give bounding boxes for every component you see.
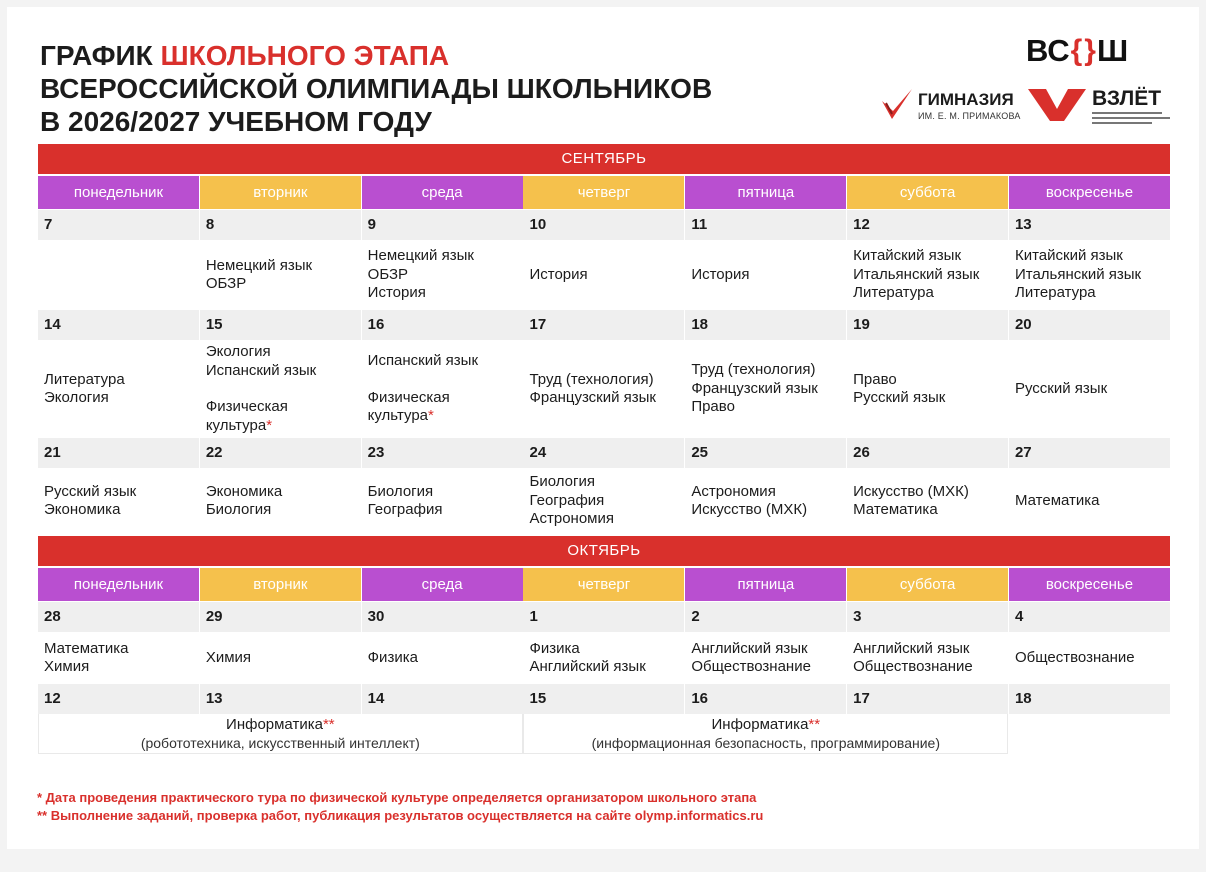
events-cell xyxy=(38,240,199,310)
subject: Физическая xyxy=(367,388,450,406)
date-cell: 18 xyxy=(1009,684,1170,714)
vsosh-logo-right: Ш xyxy=(1096,33,1129,68)
subject: Китайский язык xyxy=(853,247,962,265)
weekday-header: понедельник xyxy=(38,568,199,601)
events-cell xyxy=(685,468,846,534)
informatics-subtitle: (информационная безопасность, программирование) xyxy=(591,734,940,751)
date-cell: 23 xyxy=(362,438,523,468)
page-title xyxy=(40,39,712,138)
subject: Труд (технология) xyxy=(691,361,816,379)
footnote-mark: ** xyxy=(808,715,821,733)
subject: Французский язык xyxy=(691,379,818,397)
title-line2: ВСЕРОССИЙСКОЙ ОЛИМПИАДЫ ШКОЛЬНИКОВ xyxy=(40,73,713,104)
subject: История xyxy=(529,265,588,283)
date-cell: 7 xyxy=(38,210,199,240)
weekday-header: суббота xyxy=(847,176,1008,209)
date-cell: 13 xyxy=(1009,210,1170,240)
subject: География xyxy=(367,501,443,518)
subject: Экология xyxy=(44,389,109,406)
vzlet-logo xyxy=(1028,87,1173,127)
date-cell: 19 xyxy=(847,310,1008,340)
events-cell xyxy=(1009,240,1170,310)
subject-with-footnote xyxy=(368,407,523,426)
subject: Английский язык xyxy=(529,658,646,675)
informatics-block-ai xyxy=(38,714,523,754)
subject: Английский язык xyxy=(853,639,970,657)
subject: Искусство (МХК) xyxy=(691,501,808,518)
date-cell: 10 xyxy=(523,210,684,240)
date-cell: 11 xyxy=(685,210,846,240)
subject: Экономика xyxy=(44,501,121,518)
subject: Английский язык xyxy=(691,639,808,657)
informatics-title: Информатика xyxy=(711,715,809,733)
subject: Итальянский язык xyxy=(853,265,980,283)
informatics-subtitle: (робототехника, искусственный интеллект) xyxy=(140,734,420,751)
subject: Литература xyxy=(853,284,934,302)
month-header-september: СЕНТЯБРЬ xyxy=(38,144,1170,174)
events-cell xyxy=(38,632,199,684)
vzlet-logo-fine-print xyxy=(1092,112,1172,127)
date-cell: 12 xyxy=(847,210,1008,240)
date-cell: 29 xyxy=(200,602,361,632)
events-cell xyxy=(362,632,523,684)
events-cell xyxy=(685,240,846,310)
vsosh-logo xyxy=(1026,35,1128,67)
gymnasium-logo-name: ГИМНАЗИЯ xyxy=(918,90,1014,109)
events-cell xyxy=(523,240,684,310)
subject: Математика xyxy=(44,639,129,657)
subject: Математика xyxy=(853,501,938,518)
subject: Физика xyxy=(529,639,580,657)
date-cell: 2 xyxy=(685,602,846,632)
subject: культура xyxy=(205,416,267,434)
events-cell xyxy=(847,468,1008,534)
date-cell: 8 xyxy=(200,210,361,240)
events-cell xyxy=(200,468,361,534)
footnote-mark: * xyxy=(266,416,273,434)
title-accent: ШКОЛЬНОГО ЭТАПА xyxy=(160,40,450,71)
subject: Биология xyxy=(529,473,595,491)
events-cell xyxy=(847,340,1008,438)
gymnasium-logo xyxy=(880,85,1020,127)
events-cell xyxy=(38,468,199,534)
subject: Астрономия xyxy=(529,510,614,528)
subject: История xyxy=(691,265,750,283)
subject: Испанский язык xyxy=(205,361,317,379)
schedule-sheet xyxy=(7,7,1199,849)
date-cell: 12 xyxy=(38,684,199,714)
date-cell: 1 xyxy=(523,602,684,632)
events-cell xyxy=(1009,340,1170,438)
date-cell: 26 xyxy=(847,438,1008,468)
weekday-header: воскресенье xyxy=(1009,176,1170,209)
subject: Химия xyxy=(205,648,252,666)
calendar-grid xyxy=(38,144,1166,754)
weekday-header: суббота xyxy=(847,568,1008,601)
subject: Китайский язык xyxy=(1014,247,1123,265)
weekday-header: среда xyxy=(362,568,523,601)
date-cell: 13 xyxy=(200,684,361,714)
vsosh-logo-brace-close-icon: } xyxy=(1084,34,1096,67)
vzlet-logo-name: ВЗЛЁТ xyxy=(1092,87,1162,110)
subject: Немецкий язык xyxy=(367,247,474,265)
date-cell: 14 xyxy=(362,684,523,714)
events-cell xyxy=(523,468,684,534)
events-cell xyxy=(200,632,361,684)
empty-cell xyxy=(1009,714,1170,754)
subject: Русский язык xyxy=(853,389,946,406)
subject: Биология xyxy=(205,501,272,518)
date-cell: 30 xyxy=(362,602,523,632)
subject: Обществознание xyxy=(1014,648,1135,666)
subject: Химия xyxy=(44,658,90,675)
weekday-header: среда xyxy=(362,176,523,209)
subject: Труд (технология) xyxy=(529,370,654,388)
date-cell: 17 xyxy=(847,684,1008,714)
subject: Литература xyxy=(44,370,125,388)
subject: Математика xyxy=(1014,491,1100,509)
date-cell: 25 xyxy=(685,438,846,468)
subject: География xyxy=(529,491,605,509)
subject: Экология xyxy=(205,343,271,360)
title-part1: ГРАФИК xyxy=(40,40,161,71)
subject: Французский язык xyxy=(529,389,656,406)
subject-with-footnote xyxy=(206,417,361,436)
weekday-header: воскресенье xyxy=(1009,568,1170,601)
subject: ОБЗР xyxy=(205,275,247,292)
subject: Право xyxy=(691,398,735,416)
date-cell: 27 xyxy=(1009,438,1170,468)
date-cell: 17 xyxy=(523,310,684,340)
events-cell xyxy=(847,240,1008,310)
events-cell xyxy=(200,240,361,310)
events-cell xyxy=(38,340,199,438)
date-cell: 18 xyxy=(685,310,846,340)
subject: Русский язык xyxy=(1014,379,1108,397)
events-cell xyxy=(523,632,684,684)
subject: Физика xyxy=(367,648,418,666)
subject: ОБЗР xyxy=(367,265,409,283)
month-header-october: ОКТЯБРЬ xyxy=(38,536,1170,566)
date-cell: 15 xyxy=(523,684,684,714)
date-cell: 28 xyxy=(38,602,199,632)
subject: Русский язык xyxy=(44,482,137,500)
events-cell xyxy=(685,340,846,438)
subject: Литература xyxy=(1014,284,1096,302)
informatics-block-programming xyxy=(523,714,1008,754)
subject: Астрономия xyxy=(691,482,776,500)
events-cell xyxy=(362,340,523,438)
subject: Биология xyxy=(367,482,434,500)
weekday-header: пятница xyxy=(685,568,846,601)
weekday-header: пятница xyxy=(685,176,846,209)
events-cell xyxy=(1009,632,1170,684)
date-cell: 16 xyxy=(685,684,846,714)
date-cell: 20 xyxy=(1009,310,1170,340)
events-cell xyxy=(362,240,523,310)
footnotes xyxy=(37,789,763,825)
events-cell xyxy=(685,632,846,684)
subject: Немецкий язык xyxy=(205,256,313,274)
weekday-header: вторник xyxy=(200,568,361,601)
date-cell: 4 xyxy=(1009,602,1170,632)
date-cell: 15 xyxy=(200,310,361,340)
date-cell: 3 xyxy=(847,602,1008,632)
events-cell xyxy=(362,468,523,534)
weekday-header: четверг xyxy=(523,568,684,601)
footnote-mark: * xyxy=(428,407,434,425)
subject: Экономика xyxy=(205,482,283,500)
footnote-pe: * Дата проведения практического тура по физической культуре определяется организатором школьного этапа xyxy=(37,790,757,805)
subject: Обществознание xyxy=(853,658,973,675)
weekday-header: вторник xyxy=(200,176,361,209)
gymnasium-logo-subtitle: ИМ. Е. М. ПРИМАКОВА xyxy=(918,111,1021,121)
footnote-informatics: ** Выполнение заданий, проверка работ, публикация результатов осуществляется на сайте olymp.informatics.ru xyxy=(37,808,764,823)
events-cell xyxy=(200,340,361,438)
subject: История xyxy=(367,284,426,302)
subject: Физическая xyxy=(205,398,288,415)
events-cell xyxy=(847,632,1008,684)
subject: Искусство (МХК) xyxy=(853,482,969,500)
subject: Испанский язык xyxy=(367,352,479,370)
date-cell: 14 xyxy=(38,310,199,340)
gymnasium-check-icon xyxy=(880,87,914,123)
date-cell: 16 xyxy=(362,310,523,340)
date-cell: 9 xyxy=(362,210,523,240)
vzlet-v-icon xyxy=(1028,87,1086,123)
date-cell: 22 xyxy=(200,438,361,468)
weekday-header: понедельник xyxy=(38,176,199,209)
subject: Обществознание xyxy=(691,658,811,675)
date-cell: 21 xyxy=(38,438,199,468)
footnote-mark: ** xyxy=(322,715,335,733)
date-cell: 24 xyxy=(523,438,684,468)
vsosh-logo-brace-icon: { xyxy=(1070,34,1083,67)
subject: Право xyxy=(853,370,897,388)
title-line3: В 2026/2027 УЧЕБНОМ ГОДУ xyxy=(40,106,432,137)
vsosh-logo-left: ВС xyxy=(1026,33,1070,68)
subject: Итальянский язык xyxy=(1014,265,1142,283)
informatics-title: Информатика xyxy=(226,715,323,733)
events-cell xyxy=(523,340,684,438)
subject: культура xyxy=(367,407,429,425)
weekday-header: четверг xyxy=(523,176,684,209)
events-cell xyxy=(1009,468,1170,534)
